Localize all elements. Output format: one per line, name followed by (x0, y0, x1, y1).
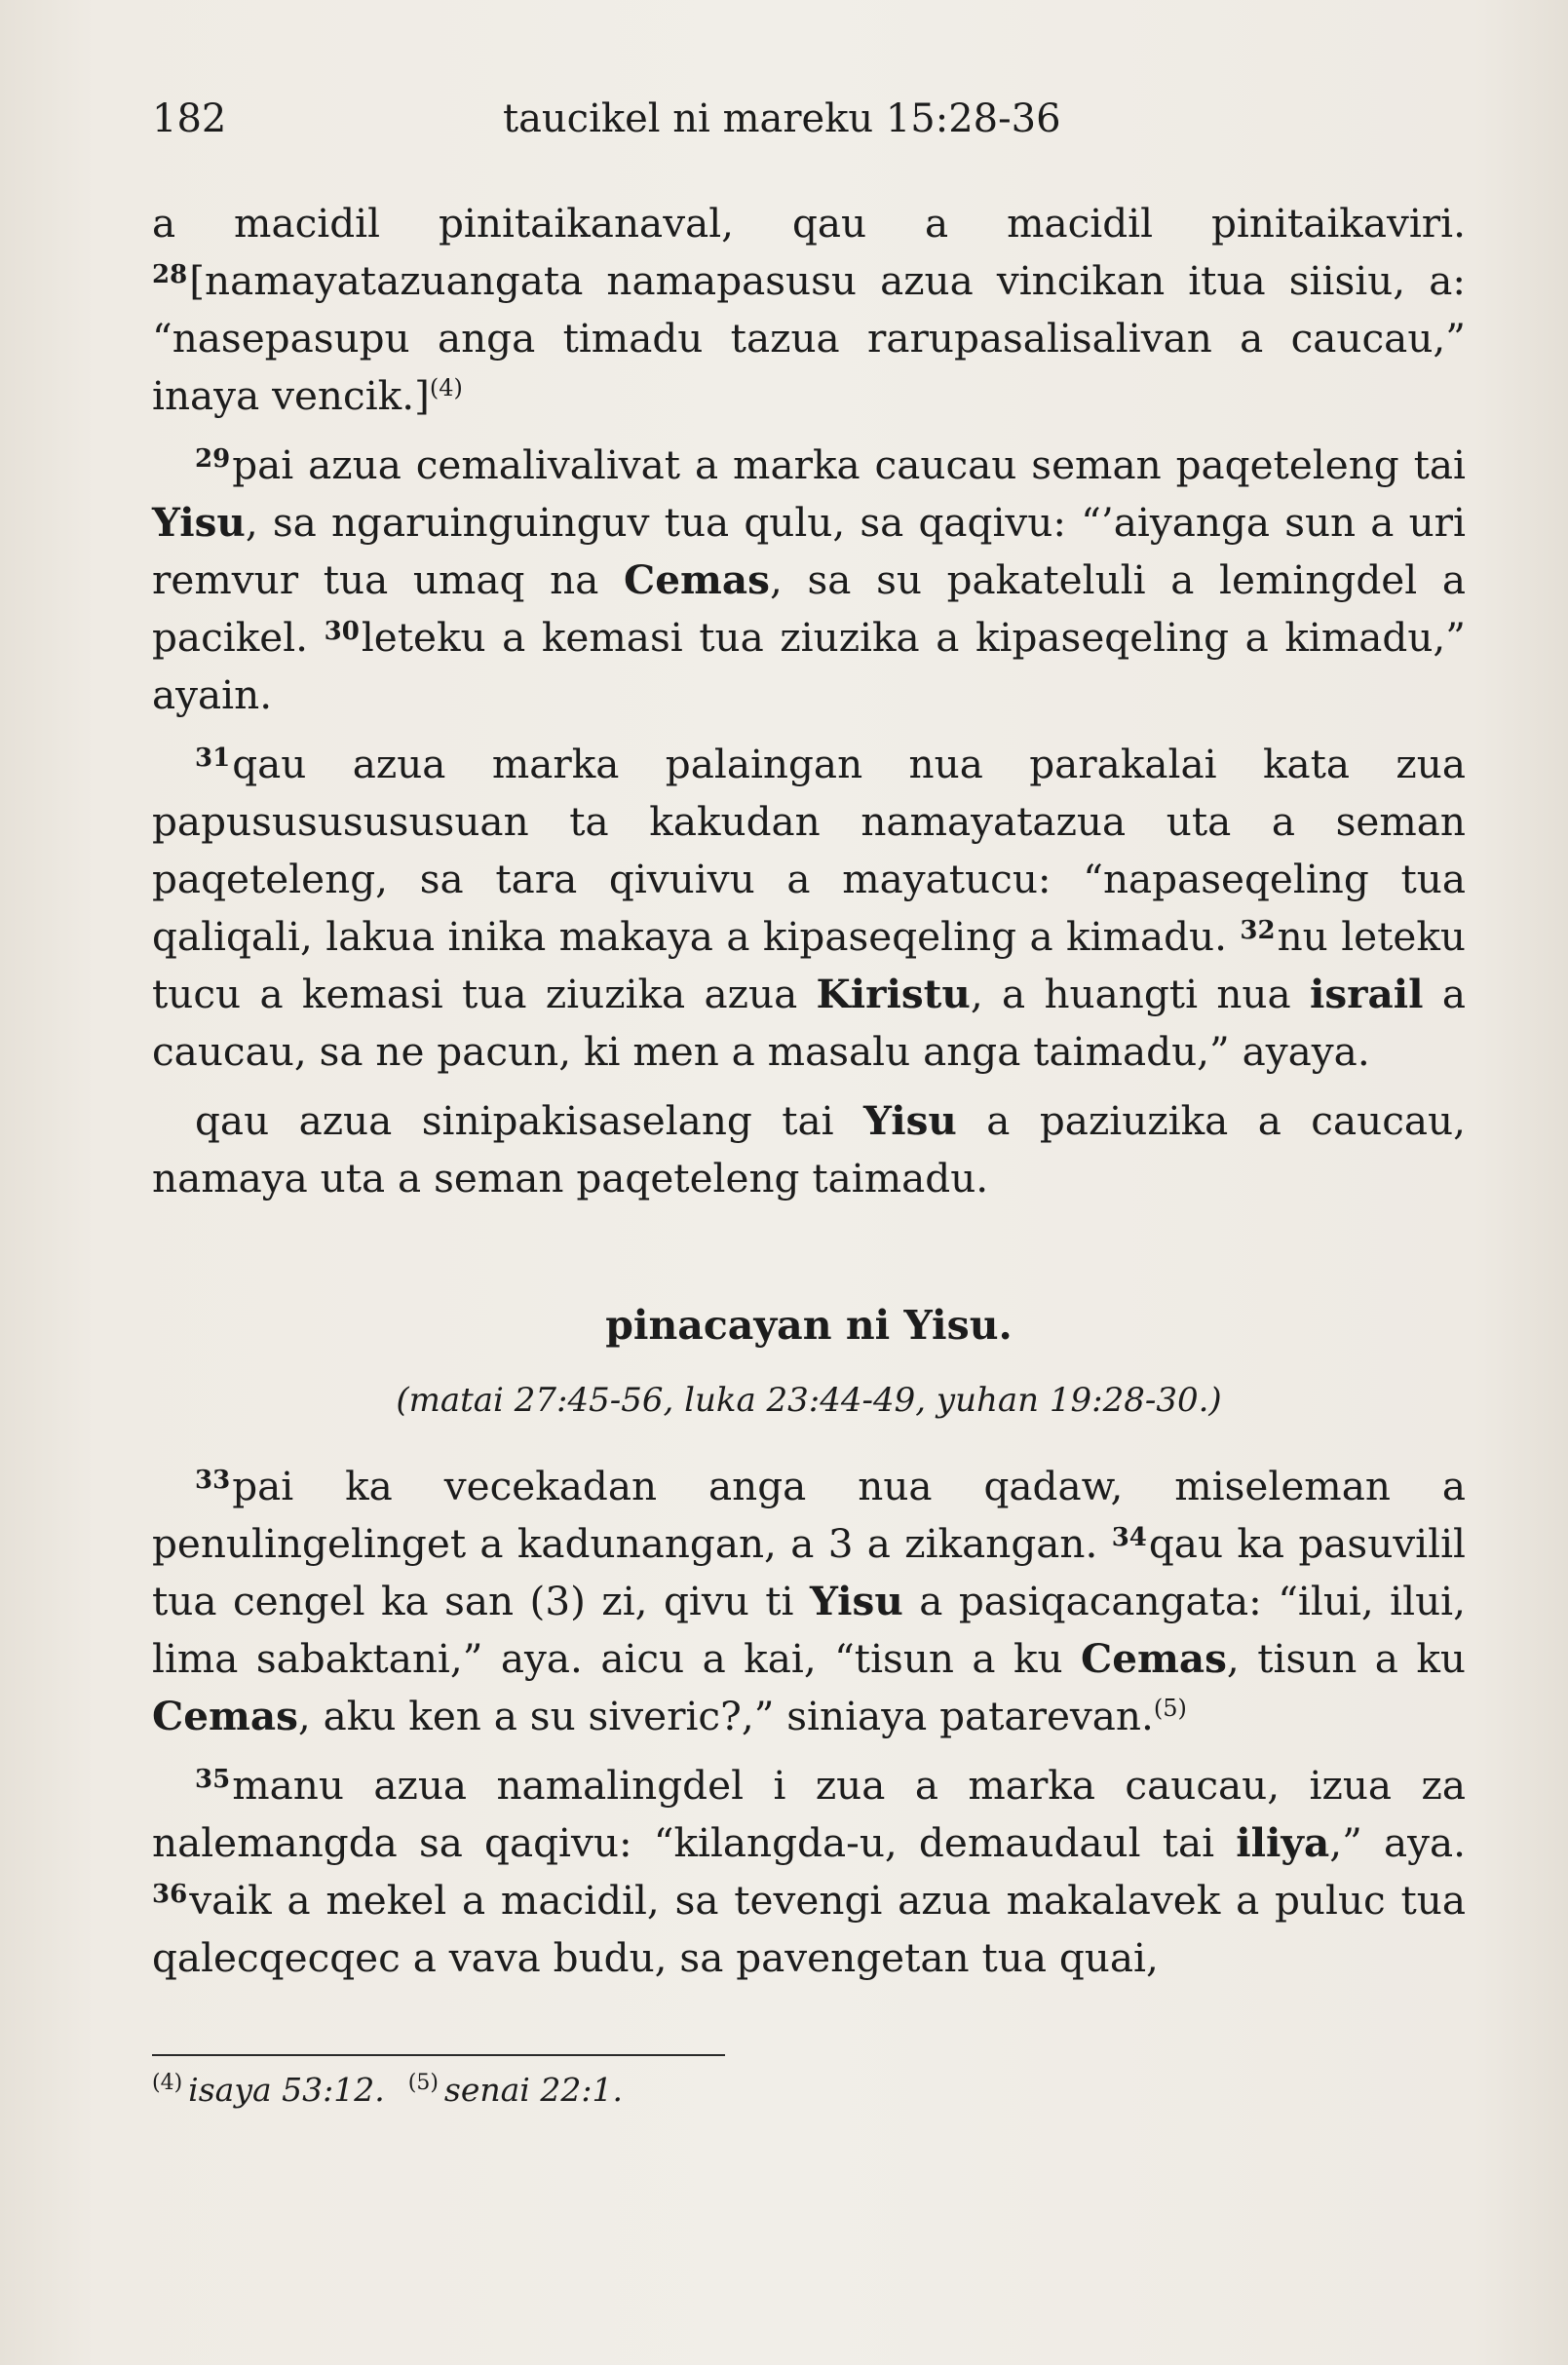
text-run: , a huangti nua (970, 971, 1310, 1017)
section-title: pinacayan ni Yisu. (605, 1302, 1013, 1349)
verse-number: 32 (1240, 916, 1276, 945)
text-run: a macidil pinitaikanaval, qau a macidil pinitaikaviri. (152, 200, 1466, 247)
text-run: Kiristu (816, 971, 971, 1017)
footnotes (152, 2066, 1419, 2115)
footnote-ref: (4) (429, 374, 463, 401)
footnote-text: senai 22:1. (443, 2071, 623, 2109)
text-run: , aku ken a su siveric?,” siniaya patarevan. (297, 1693, 1154, 1739)
verse-number: 34 (1111, 1523, 1147, 1552)
text-run: Yisu (152, 499, 246, 546)
paragraph (152, 1757, 1466, 1987)
text-run: qau ka pasuvilil tua cengel ka san (3) zi, qivu ti (152, 1520, 1466, 1624)
footnote-ref: (5) (1153, 1695, 1187, 1722)
text-run: israil (1309, 971, 1424, 1017)
text-run: [namayatazuangata namapasusu azua vincikan itua siisiu, a: “nasepasupu anga timadu tazua rarupasalisalivan a caucau,” inaya vencik.] (152, 257, 1466, 419)
footnote-mark: (4) (152, 2071, 183, 2095)
text-run: Cemas (152, 1693, 298, 1739)
text-run: , sa ngaruinguinguv tua qulu, sa qaqivu: “’aiyanga sun a uri remvur tua umaq na (152, 499, 1466, 603)
text-block-2 (152, 1458, 1466, 1987)
paragraph (152, 437, 1466, 724)
page-body (152, 195, 1466, 1987)
section-reference: (matai 27:45-56, luka 23:44-49, yuhan 19:28-30.) (396, 1381, 1222, 1420)
paragraph (152, 1092, 1466, 1207)
footnote-item (152, 2066, 385, 2115)
verse-number: 33 (195, 1466, 231, 1495)
verse-number: 31 (195, 744, 231, 773)
page-header (152, 90, 1419, 148)
verse-number: 29 (195, 444, 231, 474)
verse-number: 30 (324, 617, 360, 646)
text-run: , sa su pakateluli a lemingdel a pacikel. (152, 556, 1466, 661)
footnote-text: isaya 53:12. (188, 2071, 385, 2109)
text-block-1 (152, 195, 1466, 1207)
running-head: taucikel ni mareku 15:28-36 (503, 96, 1061, 141)
text-run: nu leteku tucu a kemasi tua ziuzika azua (152, 913, 1466, 1017)
verse-number: 35 (195, 1765, 231, 1794)
page-number: 182 (152, 96, 227, 141)
text-run: a paziuzika a caucau, namaya uta a seman paqeteleng taimadu. (152, 1097, 1466, 1202)
text-run: leteku a kemasi tua ziuzika a kipaseqeling a kimadu,” ayain. (152, 614, 1467, 718)
text-run: pai azua cemalivalivat a marka caucau seman paqeteleng tai (232, 441, 1466, 488)
text-run: ,” aya. (1329, 1819, 1467, 1866)
text-run: iliya (1236, 1819, 1330, 1866)
footnote-mark: (5) (407, 2071, 439, 2095)
text-run: a pasiqacangata: “ilui, ilui, lima sabaktani,” aya. aicu a kai, “tisun a ku (152, 1578, 1466, 1682)
paragraph (152, 195, 1466, 425)
text-run: Cemas (624, 556, 770, 603)
paragraph (152, 736, 1466, 1081)
text-run: qau azua sinipakisaselang tai (195, 1097, 864, 1144)
text-run: manu azua namalingdel i zua a marka caucau, izua za nalemangda sa qaqivu: “kilangda-u, demaudaul tai (152, 1762, 1466, 1866)
footnote-divider (152, 2054, 725, 2056)
text-run: Yisu (809, 1578, 903, 1624)
text-run: qau azua marka palaingan nua parakalai kata zua papusususususuan ta kakudan namayatazua uta a seman paqeteleng, sa tara qivuivu a mayatucu: “napaseqeling tua qaliqali, lakua inika makaya a kipaseqeling a kimadu. (152, 741, 1466, 960)
text-run: Cemas (1081, 1635, 1227, 1682)
text-run: , tisun a ku (1226, 1635, 1466, 1682)
paragraph (152, 1458, 1466, 1745)
text-run: vaik a mekel a macidil, sa tevengi azua makalavek a puluc tua qalecqecqec a vava budu, sa pavengetan tua quai, (152, 1877, 1466, 1981)
verse-number: 28 (152, 260, 188, 289)
footnote-item (408, 2066, 623, 2115)
text-run: Yisu (863, 1097, 957, 1144)
text-run: a caucau, sa ne pacun, ki men a masalu anga taimadu,” ayaya. (152, 971, 1466, 1075)
text-run: pai ka vecekadan anga nua qadaw, miseleman a penulingelinget a kadunangan, a 3 a zikangan. (152, 1463, 1466, 1567)
verse-number: 36 (152, 1880, 188, 1909)
